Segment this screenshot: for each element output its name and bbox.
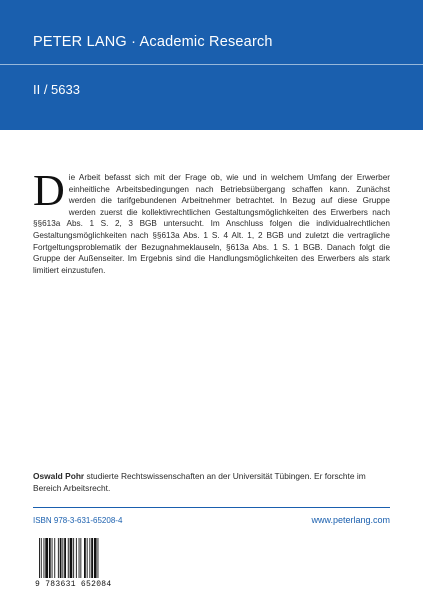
barcode-bar — [44, 538, 45, 578]
barcode-bar — [89, 538, 90, 578]
header-divider — [0, 64, 423, 65]
barcode-bar — [62, 538, 63, 578]
barcode-bar — [58, 538, 59, 578]
author-name: Oswald Pohr — [33, 471, 85, 481]
barcode-bar — [49, 538, 51, 578]
isbn: ISBN 978-3-631-65208-4 — [33, 516, 123, 525]
series-number: II / 5633 — [33, 82, 80, 97]
abstract-text — [33, 166, 390, 276]
barcode-bar — [45, 538, 48, 578]
barcode-bar — [39, 538, 40, 578]
barcode-bar — [76, 538, 77, 578]
barcode-bar — [80, 538, 81, 578]
publisher-website-link[interactable]: www.peterlang.com — [311, 515, 390, 525]
barcode-bar — [87, 538, 88, 578]
header-band — [0, 0, 423, 130]
barcode-bar — [60, 538, 62, 578]
barcode-bar — [94, 538, 97, 578]
barcode-bar — [41, 538, 42, 578]
barcode-bar — [84, 538, 86, 578]
abstract-body: ie Arbeit befasst sich mit der Frage ob, wie und in welchem Umfang der Erwerber einheitliche Arbeitsbedingungen nach Betriebsübergang schaffen kann. Zunächst werden die tarifgebundenen Arbeitnehmer betrachtet. In Bezug auf diese Gruppe werden zuerst die kollektivrechtlichen Gestaltungsmöglichkeiten des Erwerbers nach §§613a Abs. 1 S. 2, 3 BGB untersucht. Im Anschluss folgen die individualrechtlichen Gestaltungsmöglichkeiten nach §§613a Abs. 1 S. 4 Alt. 1, 2 BGB und zuletzt die vertragliche Fortgeltungsproblematik der Bezugnahmeklauseln, §613a Abs. 1 S. 1 BGB. Danach folgt die Gruppe der Außenseiter. Im Ergebnis sind die Handlungsmöglichkeiten des Erwerbers als stark limitiert einzustufen. — [33, 173, 390, 275]
drop-cap: D — [33, 166, 65, 215]
barcode-digits: 9 783631 652084 — [35, 580, 112, 589]
barcode — [33, 535, 121, 593]
barcode-bar — [54, 538, 55, 578]
barcode-bar — [70, 538, 73, 578]
barcode-bar — [52, 538, 53, 578]
barcode-bar — [64, 538, 66, 578]
barcode-bar — [68, 538, 69, 578]
footer-divider — [33, 507, 390, 508]
barcode-bars — [39, 538, 119, 578]
author-bio-text: studierte Rechtswissenschaften an der Universität Tübingen. Er forschte im Bereich Arbeitsrecht. — [33, 471, 366, 493]
author-bio — [33, 470, 390, 494]
publisher-name: PETER LANG · Academic Research — [33, 34, 273, 50]
barcode-bar — [91, 538, 93, 578]
barcode-bar — [73, 538, 74, 578]
barcode-bar — [98, 538, 99, 578]
barcode-bar — [79, 538, 80, 578]
